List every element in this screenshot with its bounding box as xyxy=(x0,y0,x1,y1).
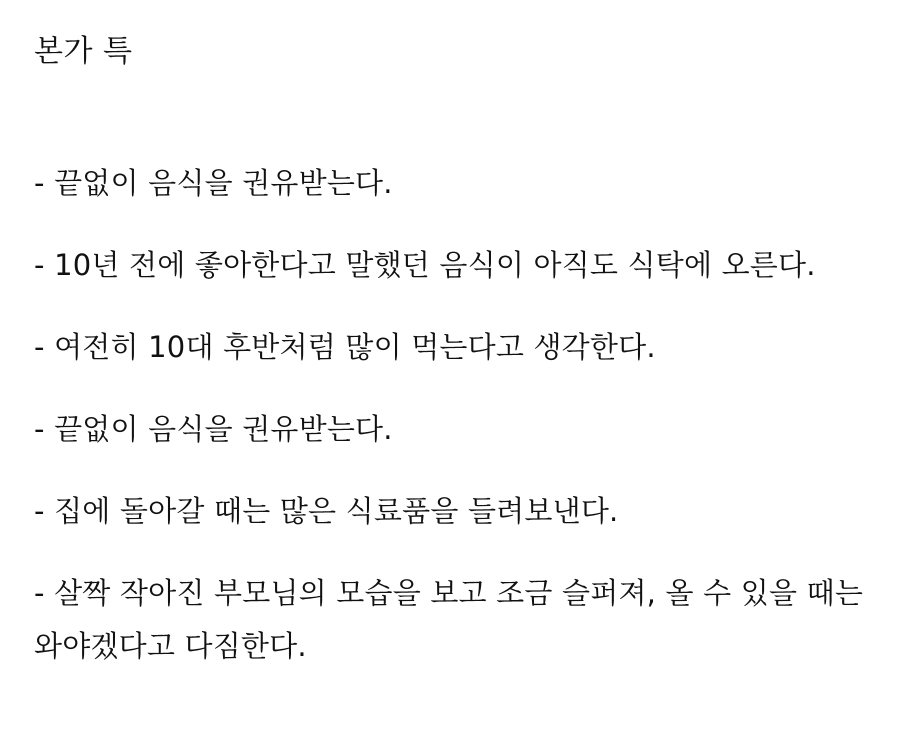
list-item: - 끝없이 음식을 권유받는다. xyxy=(34,412,393,446)
list-item: - 살짝 작아진 부모님의 모습을 보고 조금 슬퍼져, 올 수 있을 때는 와야겠다고 다짐한다. xyxy=(34,576,873,663)
page-title: 본가 특 xyxy=(34,34,133,69)
list-item: - 여전히 10대 후반처럼 많이 먹는다고 생각한다. xyxy=(34,330,656,364)
list-item: - 집에 돌아갈 때는 많은 식료품을 들려보낸다. xyxy=(34,494,619,528)
list-item: - 끝없이 음식을 권유받는다. xyxy=(34,166,393,200)
list-item: - 10년 전에 좋아한다고 말했던 음식이 아직도 식탁에 오른다. xyxy=(34,248,816,282)
document-body xyxy=(34,157,873,673)
